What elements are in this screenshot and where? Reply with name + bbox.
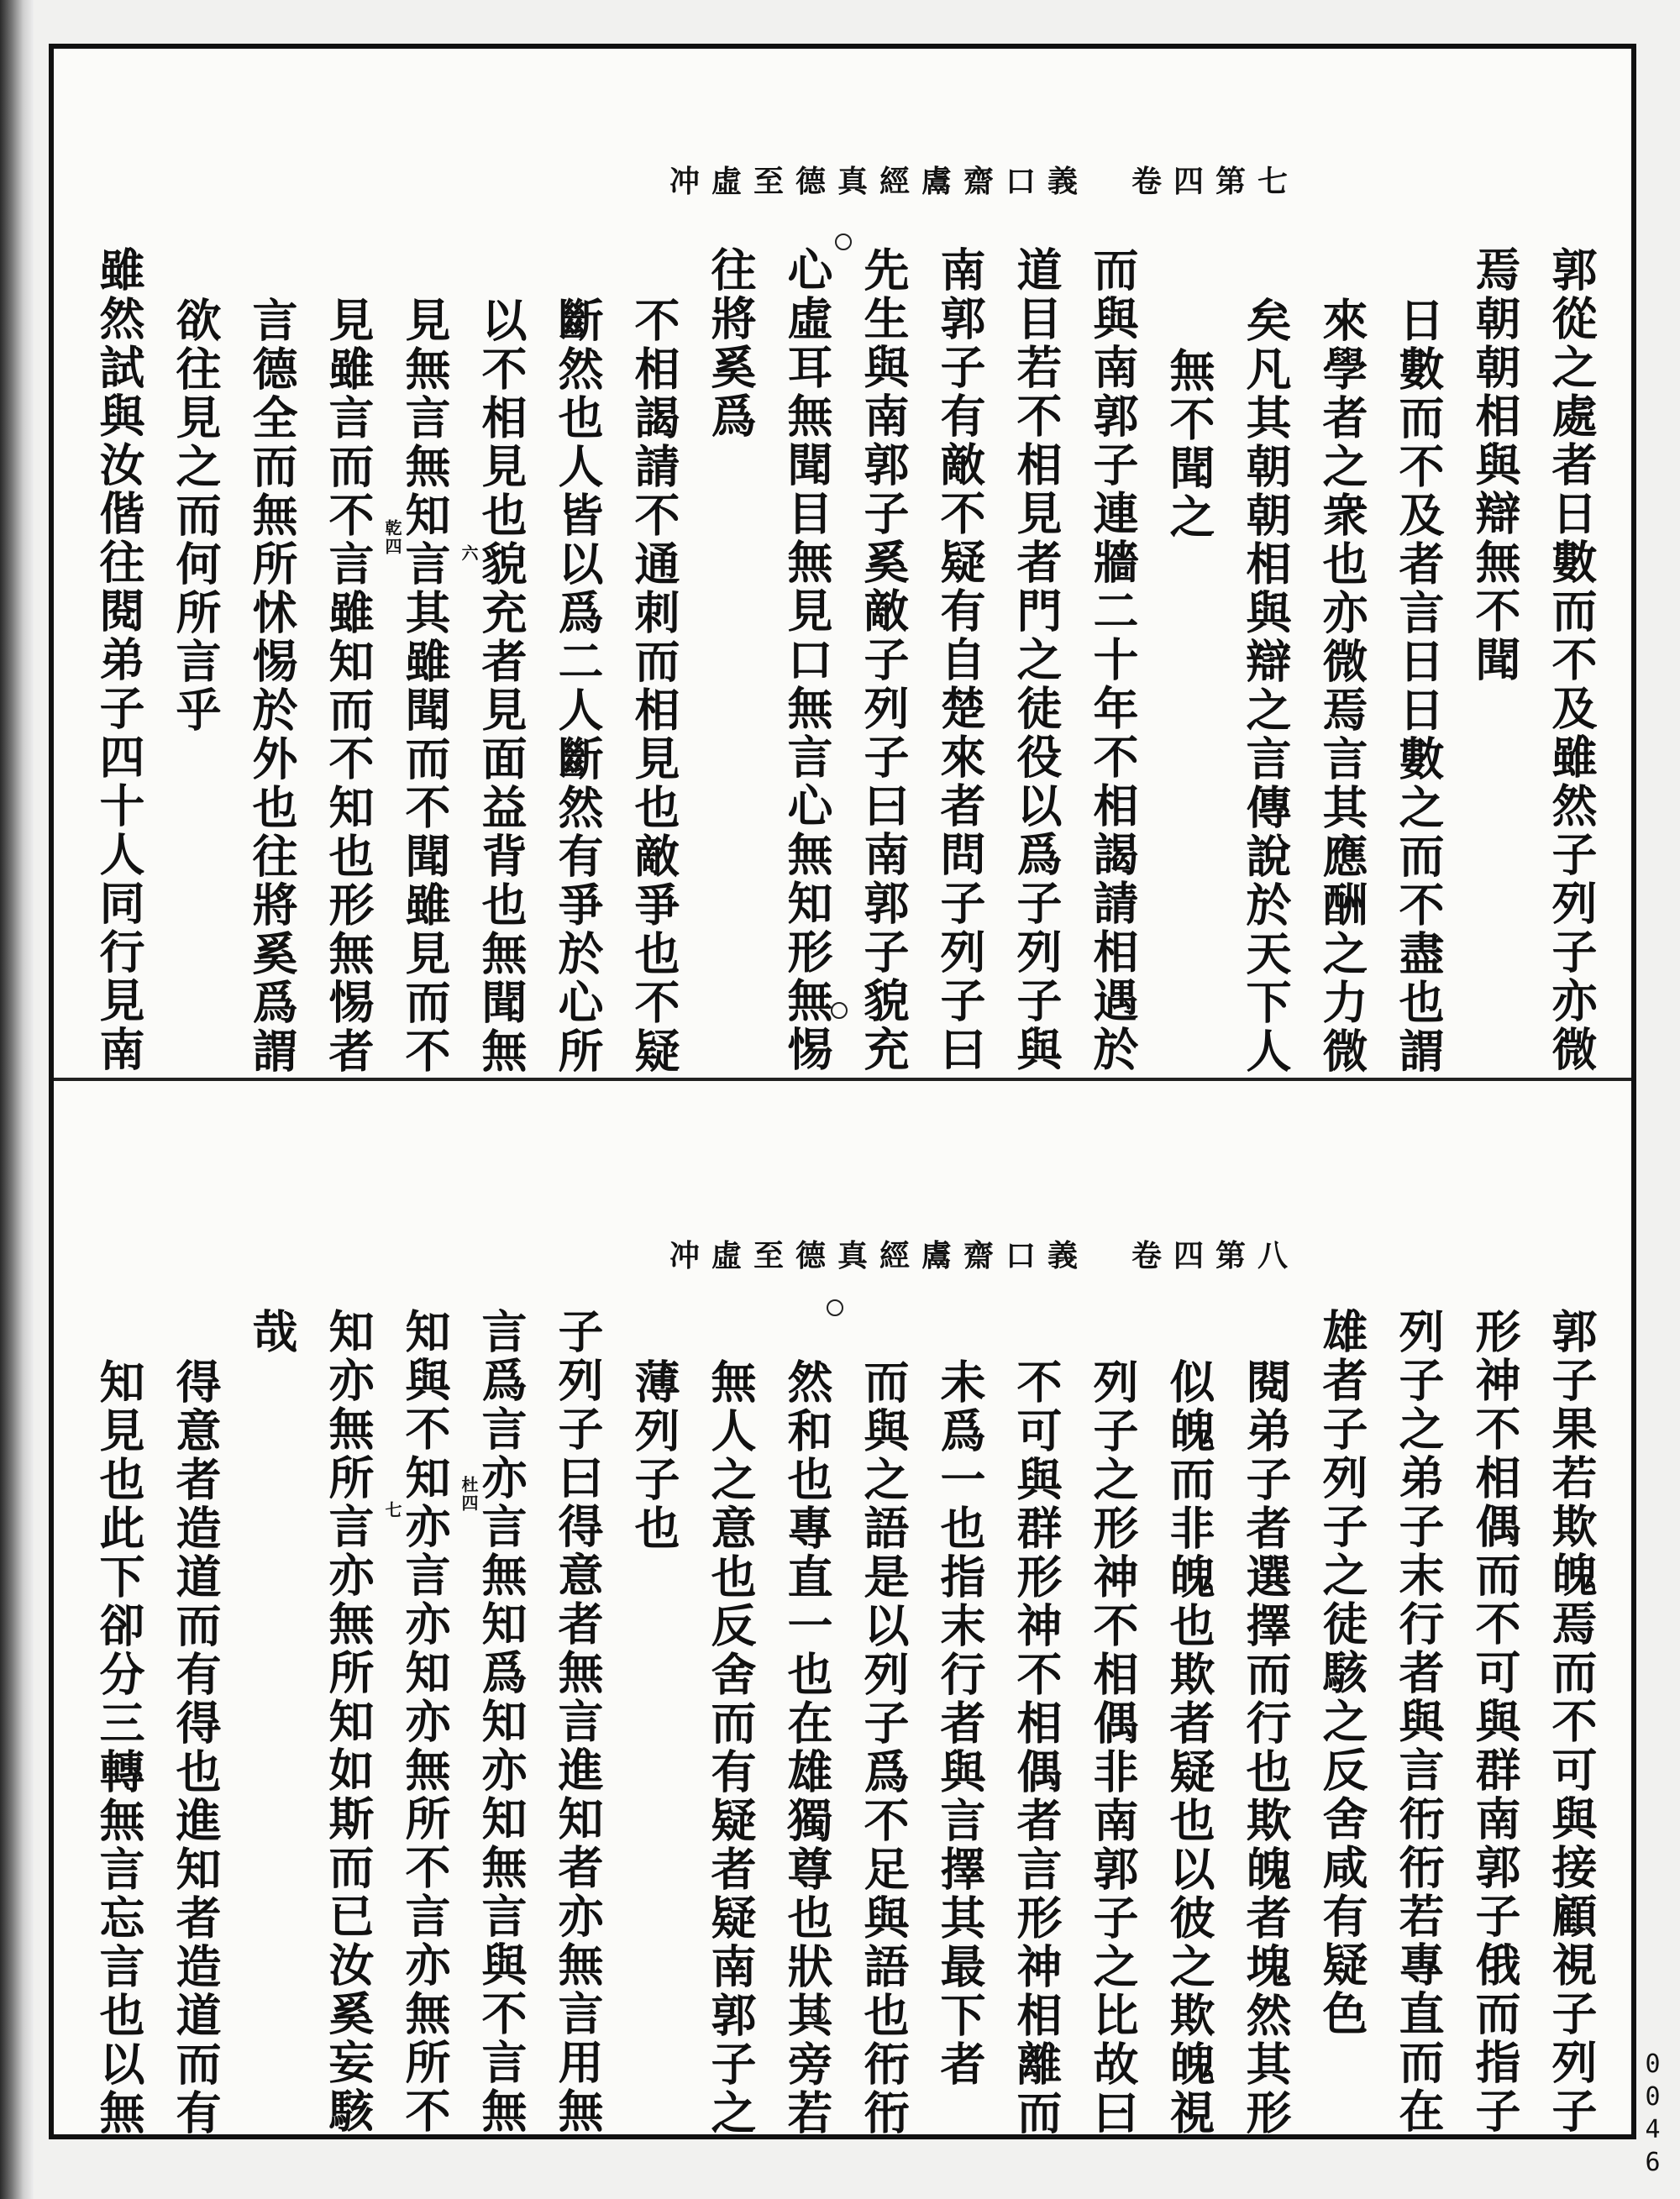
text-column: 無人之意也反舍而有疑者疑南郭子之 [704, 1358, 758, 2138]
text-column: 雖然試與汝偕往閱弟子四十人同行見南 [92, 246, 146, 1074]
text-column: 而與之語是以列子爲不足與語也衎衎 [857, 1358, 911, 2138]
punctuation-circle [835, 234, 852, 250]
text-column: 得意者造道而有得也進知者造道而有 [169, 1358, 223, 2138]
text-column: 形神不相偶而不可與群南郭子俄而指子 [1468, 1308, 1522, 2136]
text-column: 子列子曰得意者無言進知者亦無言用無 [551, 1308, 605, 2136]
text-column: 見無言無知言其雖聞而不聞雖見而不 [398, 297, 452, 1076]
punctuation-circle [827, 1299, 843, 1316]
text-column: 焉朝朝相與辯無不聞 [1468, 246, 1522, 685]
text-column: 道目若不相見者門之徒役以爲子列子與 [1010, 246, 1063, 1074]
bottom-page [54, 1078, 1631, 2138]
text-column: 矣凡其朝朝相與辯之言傳說於天下人 [1239, 297, 1293, 1076]
punctuation-circle [810, 2005, 827, 2022]
text-column: 以不相見也貌充者見面益背也無聞無 [475, 297, 528, 1076]
text-column: 斷然也人皆以爲二人斷然有爭於心所 [551, 297, 605, 1076]
marginal-note: 乾四 [382, 519, 402, 556]
text-column: 閱弟子者選擇而行也欺魄者塊然其形 [1239, 1358, 1293, 2138]
text-column: 哉 [245, 1308, 299, 1357]
text-column: 郭子果若欺魄焉而不可與接顧視子列子 [1545, 1308, 1599, 2136]
marginal-note: 六 [459, 544, 479, 563]
text-column: 言爲言亦言無知爲知亦知無言與不言無 [475, 1308, 528, 2136]
text-column: 似魄而非魄也欺者疑也以彼之欺魄視 [1163, 1358, 1216, 2138]
text-column: 見雖言而不言雖知而不知也形無惕者 [322, 297, 375, 1076]
text-column: 先生與南郭子奚敵子列子曰南郭子貌充 [857, 246, 911, 1074]
top-page [54, 49, 1631, 1078]
text-column: 知與不知亦言亦知亦無所不言亦無所不 [398, 1308, 452, 2136]
text-column: 不可與群形神不相偶者言形神相離而 [1010, 1358, 1063, 2138]
page-header: 冲虛至德真經鬳齋口義 卷四第八 [669, 1238, 1299, 1273]
text-column: 雄者子列子之徒駭之反舍咸有疑色 [1315, 1308, 1369, 2039]
binding-spine [0, 0, 34, 2199]
text-column: 郭從之處者日數而不及雖然子列子亦微 [1545, 246, 1599, 1074]
text-column: 來學者之衆也亦微焉言其應酬之力微 [1315, 297, 1369, 1076]
marginal-note: 杜四 [459, 1476, 479, 1513]
page-frame [49, 44, 1636, 2139]
text-column: 南郭子有敵不疑有自楚來者問子列子曰 [933, 246, 987, 1074]
text-column: 知亦無所言亦無所知如斯而已汝奚妄駭 [322, 1308, 375, 2136]
text-column: 知見也此下卻分三轉無言忘言也以無 [92, 1358, 146, 2138]
text-column: 日數而不及者言日日數之而不盡也謂 [1392, 297, 1446, 1076]
text-column: 心虛耳無聞目無見口無言心無知形無惕 [780, 246, 834, 1074]
text-column: 不相謁請不通刺而相見也敵爭也不疑 [627, 297, 681, 1076]
text-column: 未爲一也指末行者與言擇其最下者 [933, 1358, 987, 2089]
text-column: 而與南郭子連牆二十年不相謁請相遇於 [1086, 246, 1140, 1074]
text-column: 列子之形神不相偶非南郭子之比故曰 [1086, 1358, 1140, 2138]
text-column: 言德全而無所怵惕於外也往將奚爲謂 [245, 297, 299, 1076]
text-column: 然和也專直一也在雄獨尊也狀其旁若 [780, 1358, 834, 2138]
marginal-note: 七 [382, 1501, 402, 1519]
text-column: 無不聞之 [1163, 347, 1216, 542]
page-header: 冲虛至德真經鬳齋口義 卷四第七 [669, 164, 1299, 199]
text-column: 欲往見之而何所言乎 [169, 297, 223, 735]
punctuation-circle [831, 1002, 848, 1019]
folio-number: 0046 [1638, 2049, 1667, 2181]
text-column: 薄列子也 [627, 1358, 681, 1553]
text-column: 往將奚爲 [704, 246, 758, 441]
text-column: 列子之弟子末行者與言衎衎若專直而在 [1392, 1308, 1446, 2136]
